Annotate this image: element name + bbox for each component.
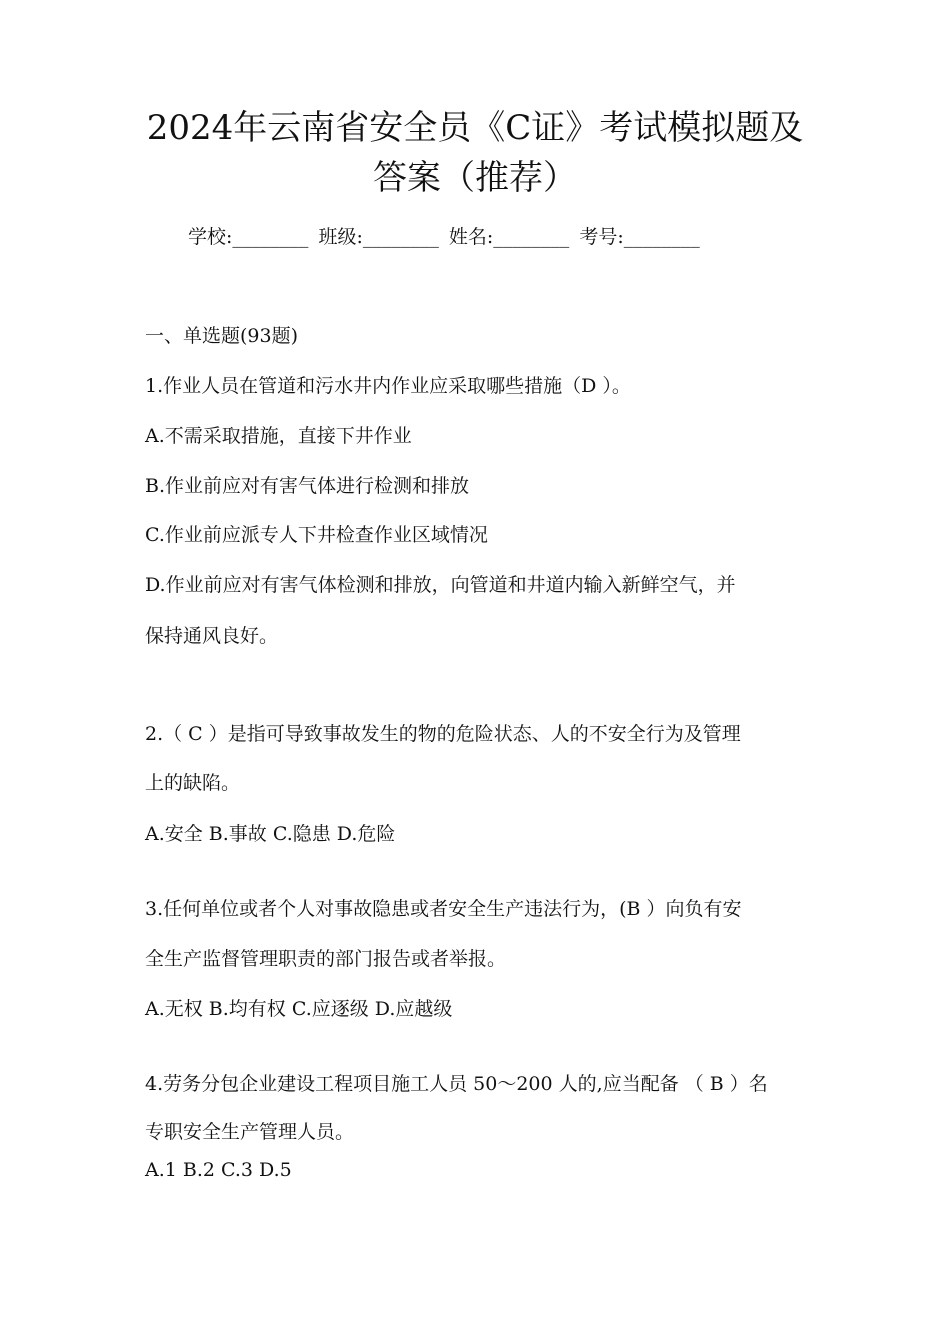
question-1-option-d-continued: 保持通风良好。 xyxy=(145,625,279,647)
question-3-stem-line-2: 全生产监督管理职责的部门报告或者举报。 xyxy=(145,948,507,970)
question-1-stem: 1.作业人员在管道和污水井内作业应采取哪些措施（D ）。 xyxy=(145,375,631,397)
question-1-option-b: B.作业前应对有害气体进行检测和排放 xyxy=(145,475,470,497)
class-field: 班级:________ xyxy=(318,226,439,248)
question-1-option-c: C.作业前应派专人下井检查作业区域情况 xyxy=(145,524,488,546)
question-4-options: A.1 B.2 C.3 D.5 xyxy=(145,1159,292,1181)
question-3-options: A.无权 B.均有权 C.应逐级 D.应越级 xyxy=(145,998,453,1020)
section-heading: 一、单选题(93题) xyxy=(145,325,299,347)
name-field: 姓名:________ xyxy=(448,226,570,248)
school-field: 学校:________ xyxy=(188,226,309,248)
question-1-option-a: A.不需采取措施，直接下井作业 xyxy=(145,425,412,447)
question-1-option-d: D.作业前应对有害气体检测和排放，向管道和井道内输入新鲜空气，并 xyxy=(145,574,736,596)
document-title-line-2: 答案（推荐） xyxy=(373,158,577,198)
question-2-options: A.安全 B.事故 C.隐患 D.危险 xyxy=(145,823,396,845)
student-info-fields xyxy=(188,222,788,252)
question-2-stem-line-2: 上的缺陷。 xyxy=(145,772,241,794)
exam-number-field: 考号:________ xyxy=(579,226,700,248)
question-4-stem-line-1: 4.劳务分包企业建设工程项目施工人员 50～200 人的,应当配备 （ B ）名 xyxy=(145,1073,768,1095)
question-2-stem-line-1: 2.（ C ）是指可导致事故发生的物的危险状态、人的不安全行为及管理 xyxy=(145,723,741,745)
document-title-line-1: 2024年云南省安全员《C证》考试模拟题及 xyxy=(146,108,804,148)
question-4-stem-line-2: 专职安全生产管理人员。 xyxy=(145,1121,355,1143)
question-3-stem-line-1: 3.任何单位或者个人对事故隐患或者安全生产违法行为，(B ）向负有安 xyxy=(145,898,742,920)
